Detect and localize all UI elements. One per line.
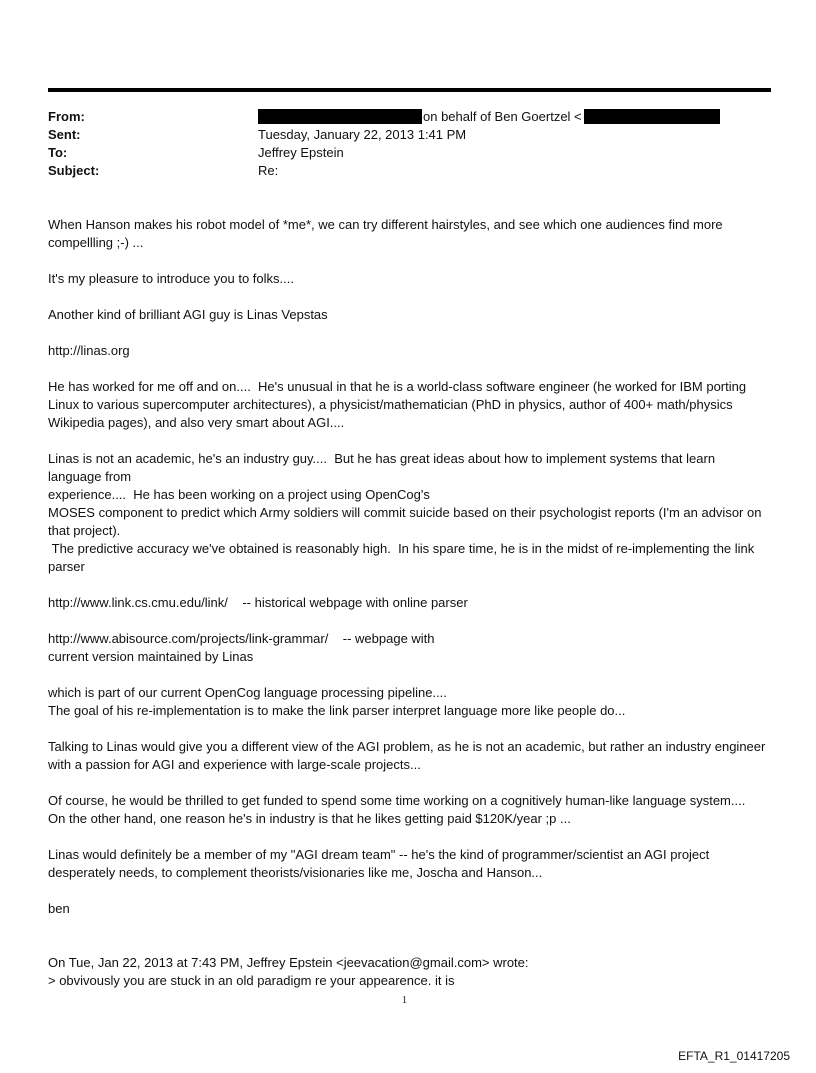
signature: ben bbox=[48, 901, 70, 916]
body-paragraph: Of course, he would be thrilled to get funded to spend some time working on a cognitively human-like language system.... On the other hand, one reason he's in industry is that he likes getting paid $120K/year ;p ... bbox=[48, 793, 753, 826]
quote-attribution: On Tue, Jan 22, 2013 at 7:43 PM, Jeffrey Epstein <jeevacation@gmail.com> wrote: bbox=[48, 955, 529, 970]
redaction-box bbox=[258, 109, 422, 124]
email-body bbox=[48, 216, 768, 990]
body-paragraph: Another kind of brilliant AGI guy is Linas Vepstas bbox=[48, 307, 328, 322]
subject-value: Re: bbox=[258, 163, 279, 178]
body-link: http://www.link.cs.cmu.edu/link/ -- historical webpage with online parser bbox=[48, 595, 468, 610]
from-label: From: bbox=[48, 109, 85, 124]
to-row bbox=[48, 144, 771, 162]
from-row bbox=[48, 108, 771, 126]
document-id: EFTA_R1_01417205 bbox=[678, 1049, 790, 1063]
quoted-text: > obvivously you are stuck in an old paradigm re your appearence. it is bbox=[48, 973, 455, 988]
body-paragraph: It's my pleasure to introduce you to folks.... bbox=[48, 271, 294, 286]
to-label: To: bbox=[48, 145, 68, 160]
body-paragraph: He has worked for me off and on.... He's unusual in that he is a world-class software engineer (he worked for IBM porting Linux to various supercomputer architectures), a physicist/mathematician (PhD in physics, author of 400+ math/physics Wikipedia pages), and also very smart about AGI.... bbox=[48, 379, 750, 430]
body-paragraph: Linas is not an academic, he's an industry guy.... But he has great ideas about how to implement systems that learn language from experience.... He has been working on a project using OpenCog's MOSES component to predict which Army soldiers will commit suicide based on their psychologist reports (I'm an advisor on that project). The predictive accuracy we've obtained is reasonably high. In his spare time, he is in the midst of re-implementing the link parser bbox=[48, 451, 762, 574]
sent-row bbox=[48, 126, 771, 144]
body-paragraph: which is part of our current OpenCog language processing pipeline.... The goal of his re-implementation is to make the link parser interpret language more like people do... bbox=[48, 685, 626, 718]
body-link: http://linas.org bbox=[48, 343, 130, 358]
to-value: Jeffrey Epstein bbox=[258, 145, 344, 160]
subject-label: Subject: bbox=[48, 163, 100, 178]
body-paragraph: When Hanson makes his robot model of *me*, we can try different hairstyles, and see which one audiences find more compellling ;-) ... bbox=[48, 217, 727, 250]
body-paragraph: Talking to Linas would give you a different view of the AGI problem, as he is not an academic, but rather an industry engineer with a passion for AGI and experience with large-scale projects... bbox=[48, 739, 769, 772]
from-value bbox=[258, 108, 720, 126]
sent-value: Tuesday, January 22, 2013 1:41 PM bbox=[258, 127, 467, 142]
header-rule bbox=[48, 88, 771, 92]
body-paragraph: Linas would definitely be a member of my "AGI dream team" -- he's the kind of programmer/scientist an AGI project desperately needs, to complement theorists/visionaries like me, Joscha and Hanson... bbox=[48, 847, 713, 880]
redaction-box bbox=[584, 109, 720, 124]
from-text: on behalf of Ben Goertzel < bbox=[423, 109, 582, 124]
sent-label: Sent: bbox=[48, 127, 81, 142]
page-number: 1 bbox=[402, 995, 407, 1006]
subject-row bbox=[48, 162, 771, 180]
body-link: http://www.abisource.com/projects/link-grammar/ -- webpage with current version maintained by Linas bbox=[48, 631, 435, 664]
